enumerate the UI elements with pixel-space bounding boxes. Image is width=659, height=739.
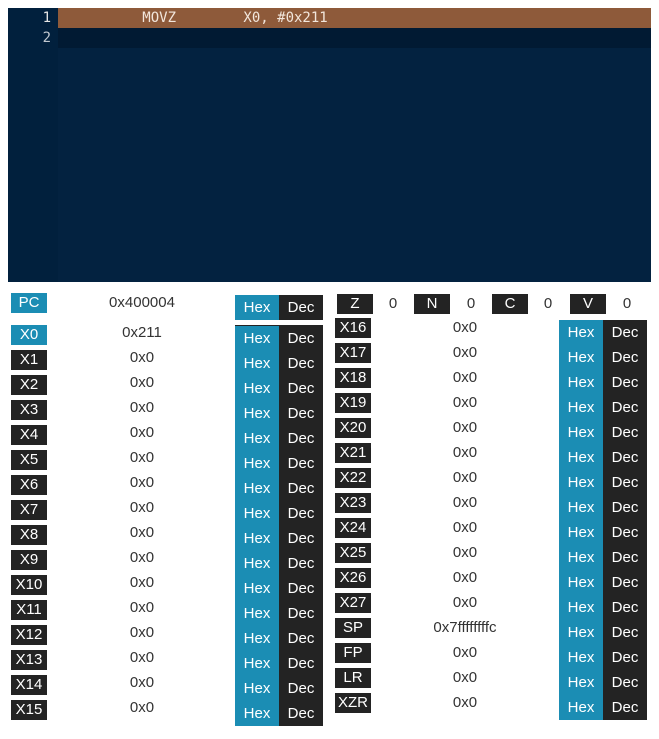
register-dec-button-x16[interactable]: Dec bbox=[603, 320, 647, 345]
register-label-xzr: XZR bbox=[335, 693, 371, 713]
register-hex-button-x19[interactable]: Hex bbox=[559, 395, 603, 420]
flag-z-value: 0 bbox=[388, 295, 398, 312]
register-value-fp: 0x0 bbox=[452, 644, 478, 661]
register-label-x0: X0 bbox=[11, 325, 47, 345]
register-dec-button-x13[interactable]: Dec bbox=[279, 651, 323, 676]
register-label-x17: X17 bbox=[335, 343, 371, 363]
register-label-sp: SP bbox=[335, 618, 371, 638]
register-label-x3: X3 bbox=[11, 400, 47, 420]
pc-hex-button[interactable]: Hex bbox=[235, 295, 279, 320]
register-hex-button-lr[interactable]: Hex bbox=[559, 670, 603, 695]
register-dec-button-xzr[interactable]: Dec bbox=[603, 695, 647, 720]
register-value-x20: 0x0 bbox=[452, 419, 478, 436]
register-label-fp: FP bbox=[335, 643, 371, 663]
register-dec-button-x27[interactable]: Dec bbox=[603, 595, 647, 620]
register-dec-button-x4[interactable]: Dec bbox=[279, 426, 323, 451]
register-value-x7: 0x0 bbox=[129, 499, 155, 516]
pc-label: PC bbox=[11, 293, 47, 313]
register-hex-button-x22[interactable]: Hex bbox=[559, 470, 603, 495]
register-value-xzr: 0x0 bbox=[452, 694, 478, 711]
flag-z-label: Z bbox=[337, 294, 373, 314]
register-value-x24: 0x0 bbox=[452, 519, 478, 536]
register-value-x13: 0x0 bbox=[129, 649, 155, 666]
register-label-x9: X9 bbox=[11, 550, 47, 570]
register-hex-button-x0[interactable]: Hex bbox=[235, 326, 279, 351]
register-value-x2: 0x0 bbox=[129, 374, 155, 391]
register-value-sp: 0x7ffffffffc bbox=[433, 619, 497, 636]
line-number: 1 bbox=[42, 10, 51, 26]
line-2-highlight bbox=[8, 28, 651, 48]
register-dec-button-x11[interactable]: Dec bbox=[279, 601, 323, 626]
register-hex-button-x17[interactable]: Hex bbox=[559, 345, 603, 370]
register-dec-button-x26[interactable]: Dec bbox=[603, 570, 647, 595]
register-label-x7: X7 bbox=[11, 500, 47, 520]
register-hex-button-fp[interactable]: Hex bbox=[559, 645, 603, 670]
register-label-x2: X2 bbox=[11, 375, 47, 395]
register-hex-button-x20[interactable]: Hex bbox=[559, 420, 603, 445]
register-value-x16: 0x0 bbox=[452, 319, 478, 336]
register-label-x26: X26 bbox=[335, 568, 371, 588]
register-value-x21: 0x0 bbox=[452, 444, 478, 461]
register-dec-button-x19[interactable]: Dec bbox=[603, 395, 647, 420]
register-label-x12: X12 bbox=[11, 625, 47, 645]
register-hex-button-x25[interactable]: Hex bbox=[559, 545, 603, 570]
register-dec-button-x2[interactable]: Dec bbox=[279, 376, 323, 401]
register-dec-button-x18[interactable]: Dec bbox=[603, 370, 647, 395]
register-hex-button-x9[interactable]: Hex bbox=[235, 551, 279, 576]
register-value-x1: 0x0 bbox=[129, 349, 155, 366]
register-value-x25: 0x0 bbox=[452, 544, 478, 561]
register-label-x1: X1 bbox=[11, 350, 47, 370]
register-dec-button-x20[interactable]: Dec bbox=[603, 420, 647, 445]
register-hex-button-x7[interactable]: Hex bbox=[235, 501, 279, 526]
register-hex-button-x2[interactable]: Hex bbox=[235, 376, 279, 401]
register-dec-button-x25[interactable]: Dec bbox=[603, 545, 647, 570]
register-label-x16: X16 bbox=[335, 318, 371, 338]
register-dec-button-x1[interactable]: Dec bbox=[279, 351, 323, 376]
register-label-x20: X20 bbox=[335, 418, 371, 438]
register-dec-button-lr[interactable]: Dec bbox=[603, 670, 647, 695]
register-hex-button-x11[interactable]: Hex bbox=[235, 601, 279, 626]
register-dec-button-x24[interactable]: Dec bbox=[603, 520, 647, 545]
register-value-lr: 0x0 bbox=[452, 669, 478, 686]
flag-n-label: N bbox=[414, 294, 450, 314]
register-dec-button-x9[interactable]: Dec bbox=[279, 551, 323, 576]
register-dec-button-x8[interactable]: Dec bbox=[279, 526, 323, 551]
register-label-x6: X6 bbox=[11, 475, 47, 495]
register-dec-button-x6[interactable]: Dec bbox=[279, 476, 323, 501]
register-hex-button-x10[interactable]: Hex bbox=[235, 576, 279, 601]
register-dec-button-x22[interactable]: Dec bbox=[603, 470, 647, 495]
register-hex-button-x1[interactable]: Hex bbox=[235, 351, 279, 376]
register-dec-button-x17[interactable]: Dec bbox=[603, 345, 647, 370]
register-label-x22: X22 bbox=[335, 468, 371, 488]
register-hex-button-x13[interactable]: Hex bbox=[235, 651, 279, 676]
register-dec-button-x5[interactable]: Dec bbox=[279, 451, 323, 476]
register-label-x21: X21 bbox=[335, 443, 371, 463]
register-dec-button-x21[interactable]: Dec bbox=[603, 445, 647, 470]
code-line[interactable]: MOVZ X0, #0x211 bbox=[58, 10, 328, 26]
register-label-x27: X27 bbox=[335, 593, 371, 613]
register-hex-button-x27[interactable]: Hex bbox=[559, 595, 603, 620]
register-hex-button-x15[interactable]: Hex bbox=[235, 701, 279, 726]
register-hex-button-x6[interactable]: Hex bbox=[235, 476, 279, 501]
register-value-x6: 0x0 bbox=[129, 474, 155, 491]
register-hex-button-x3[interactable]: Hex bbox=[235, 401, 279, 426]
register-value-x14: 0x0 bbox=[129, 674, 155, 691]
register-dec-button-x12[interactable]: Dec bbox=[279, 626, 323, 651]
register-value-x18: 0x0 bbox=[452, 369, 478, 386]
register-value-x9: 0x0 bbox=[129, 549, 155, 566]
register-hex-button-x16[interactable]: Hex bbox=[559, 320, 603, 345]
register-value-x17: 0x0 bbox=[452, 344, 478, 361]
code-editor[interactable] bbox=[8, 8, 651, 282]
register-label-x24: X24 bbox=[335, 518, 371, 538]
register-label-x10: X10 bbox=[11, 575, 47, 595]
register-label-x14: X14 bbox=[11, 675, 47, 695]
register-value-x15: 0x0 bbox=[129, 699, 155, 716]
register-value-x0: 0x211 bbox=[122, 324, 162, 341]
register-dec-button-x7[interactable]: Dec bbox=[279, 501, 323, 526]
pc-dec-button[interactable]: Dec bbox=[279, 295, 323, 320]
register-hex-button-x23[interactable]: Hex bbox=[559, 495, 603, 520]
flag-n-value: 0 bbox=[466, 295, 476, 312]
register-label-x18: X18 bbox=[335, 368, 371, 388]
line-number: 2 bbox=[42, 30, 51, 46]
register-dec-button-x15[interactable]: Dec bbox=[279, 701, 323, 726]
register-label-x4: X4 bbox=[11, 425, 47, 445]
register-label-x25: X25 bbox=[335, 543, 371, 563]
register-label-lr: LR bbox=[335, 668, 371, 688]
register-value-x26: 0x0 bbox=[452, 569, 478, 586]
register-label-x5: X5 bbox=[11, 450, 47, 470]
flag-v-label: V bbox=[570, 294, 606, 314]
register-hex-button-x12[interactable]: Hex bbox=[235, 626, 279, 651]
register-hex-button-x24[interactable]: Hex bbox=[559, 520, 603, 545]
register-label-x19: X19 bbox=[335, 393, 371, 413]
register-value-x4: 0x0 bbox=[129, 424, 155, 441]
register-dec-button-x0[interactable]: Dec bbox=[279, 326, 323, 351]
register-value-x12: 0x0 bbox=[129, 624, 155, 641]
register-dec-button-sp[interactable]: Dec bbox=[603, 620, 647, 645]
register-hex-button-x4[interactable]: Hex bbox=[235, 426, 279, 451]
register-label-x11: X11 bbox=[11, 600, 47, 620]
register-hex-button-xzr[interactable]: Hex bbox=[559, 695, 603, 720]
register-dec-button-x14[interactable]: Dec bbox=[279, 676, 323, 701]
register-value-x23: 0x0 bbox=[452, 494, 478, 511]
register-value-x22: 0x0 bbox=[452, 469, 478, 486]
register-value-x5: 0x0 bbox=[129, 449, 155, 466]
register-hex-button-x18[interactable]: Hex bbox=[559, 370, 603, 395]
register-label-x23: X23 bbox=[335, 493, 371, 513]
register-hex-button-x14[interactable]: Hex bbox=[235, 676, 279, 701]
register-hex-button-sp[interactable]: Hex bbox=[559, 620, 603, 645]
register-hex-button-x5[interactable]: Hex bbox=[235, 451, 279, 476]
flag-c-label: C bbox=[492, 294, 528, 314]
register-value-x11: 0x0 bbox=[129, 599, 155, 616]
register-label-x15: X15 bbox=[11, 700, 47, 720]
line-number-gutter bbox=[8, 8, 58, 282]
register-label-x8: X8 bbox=[11, 525, 47, 545]
pc-value: 0x400004 bbox=[109, 294, 175, 311]
flag-v-value: 0 bbox=[622, 295, 632, 312]
register-dec-button-fp[interactable]: Dec bbox=[603, 645, 647, 670]
register-hex-button-x21[interactable]: Hex bbox=[559, 445, 603, 470]
register-value-x8: 0x0 bbox=[129, 524, 155, 541]
register-hex-button-x8[interactable]: Hex bbox=[235, 526, 279, 551]
register-value-x19: 0x0 bbox=[452, 394, 478, 411]
register-dec-button-x23[interactable]: Dec bbox=[603, 495, 647, 520]
register-value-x3: 0x0 bbox=[129, 399, 155, 416]
register-dec-button-x3[interactable]: Dec bbox=[279, 401, 323, 426]
register-dec-button-x10[interactable]: Dec bbox=[279, 576, 323, 601]
flag-c-value: 0 bbox=[543, 295, 553, 312]
register-value-x10: 0x0 bbox=[129, 574, 155, 591]
register-label-x13: X13 bbox=[11, 650, 47, 670]
register-hex-button-x26[interactable]: Hex bbox=[559, 570, 603, 595]
register-value-x27: 0x0 bbox=[452, 594, 478, 611]
